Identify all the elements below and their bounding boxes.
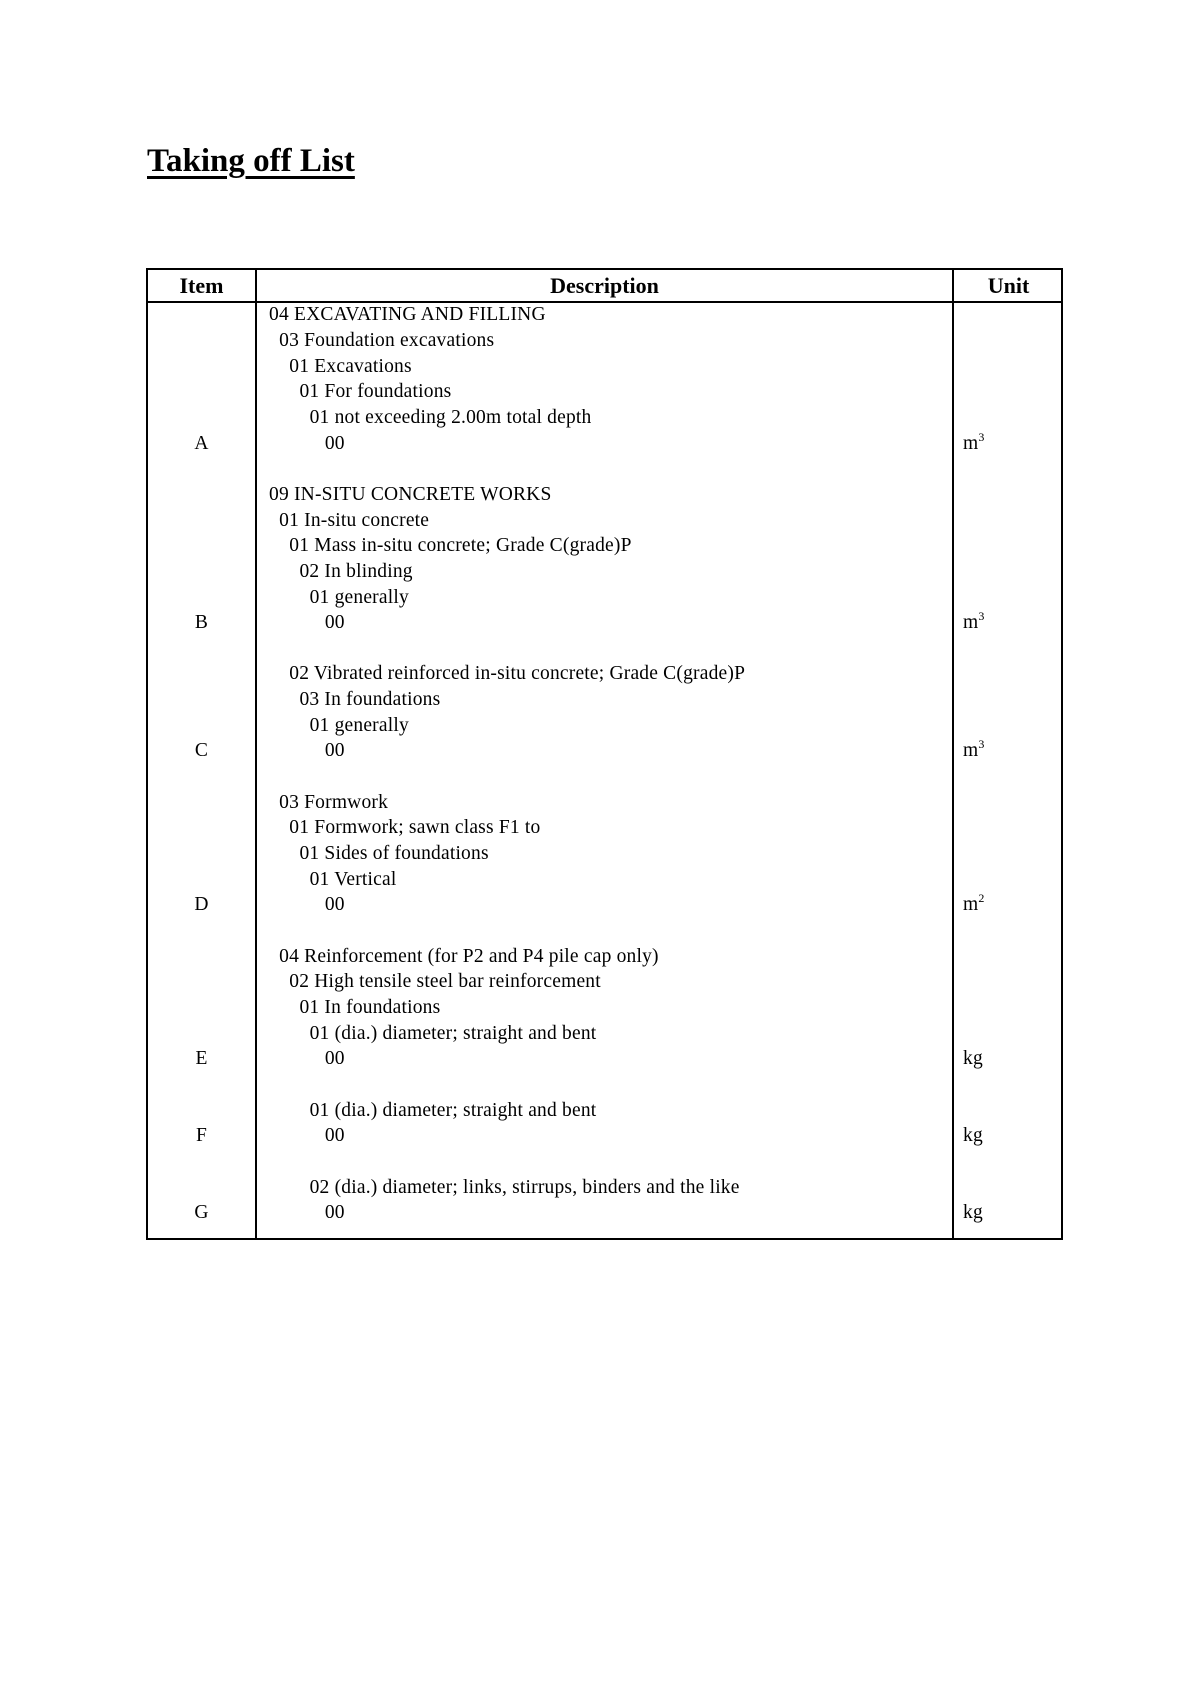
description-line: 00: [269, 1048, 345, 1069]
unit-exponent: 3: [978, 430, 985, 444]
unit-value: [963, 893, 985, 917]
unit-base: m: [963, 894, 979, 915]
unit-exponent: 2: [978, 891, 985, 905]
unit-exponent: 3: [978, 609, 985, 623]
description-line: 04 Reinforcement (for P2 and P4 pile cap only): [269, 946, 659, 967]
description-line: 00: [269, 1202, 345, 1223]
description-line: 01 Excavations: [269, 356, 412, 377]
item-letter: F: [195, 1125, 208, 1146]
description-line: 02 In blinding: [269, 561, 413, 582]
unit-value: [963, 432, 985, 456]
description-line: 01 Mass in-situ concrete; Grade C(grade)P: [269, 535, 632, 556]
description-line: 01 generally: [269, 587, 409, 608]
description-line: 01 In-situ concrete: [269, 510, 430, 531]
description-line: 01 Vertical: [269, 869, 397, 890]
taking-off-table: [146, 268, 1063, 1240]
unit-value: [963, 1201, 983, 1225]
description-line: 01 (dia.) diameter; straight and bent: [269, 1100, 597, 1121]
description-line: 00: [269, 433, 345, 454]
unit-value: [963, 1047, 983, 1071]
column-divider: [255, 270, 257, 1238]
description-line: 01 not exceeding 2.00m total depth: [269, 407, 592, 428]
description-line: 01 For foundations: [269, 381, 452, 402]
column-header-description: Description: [550, 273, 659, 298]
description-line: 01 generally: [269, 715, 409, 736]
description-line: 01 (dia.) diameter; straight and bent: [269, 1023, 597, 1044]
description-line: 01 Formwork; sawn class F1 to: [269, 817, 541, 838]
unit-base: m: [963, 612, 979, 633]
description-line: 03 Foundation excavations: [269, 330, 495, 351]
column-header-unit: Unit: [987, 273, 1030, 298]
description-line: 04 EXCAVATING AND FILLING: [269, 304, 546, 325]
description-line: 01 Sides of foundations: [269, 843, 489, 864]
item-letter: C: [194, 740, 209, 761]
unit-base: kg: [963, 1048, 983, 1069]
unit-base: m: [963, 740, 979, 761]
unit-base: m: [963, 433, 979, 454]
description-line: 02 (dia.) diameter; links, stirrups, binders and the like: [269, 1177, 740, 1198]
description-line: 02 High tensile steel bar reinforcement: [269, 971, 601, 992]
page-title: Taking off List: [147, 143, 355, 179]
description-line: 01 In foundations: [269, 997, 441, 1018]
description-line: 00: [269, 612, 345, 633]
item-letter: D: [194, 894, 209, 915]
description-line: 00: [269, 740, 345, 761]
unit-exponent: 3: [978, 737, 985, 751]
column-header-item: Item: [179, 273, 224, 298]
unit-value: [963, 739, 985, 763]
unit-value: [963, 1124, 983, 1148]
unit-value: [963, 611, 985, 635]
description-line: 09 IN-SITU CONCRETE WORKS: [269, 484, 552, 505]
column-divider: [952, 270, 954, 1238]
item-letter: G: [194, 1202, 209, 1223]
unit-base: kg: [963, 1202, 983, 1223]
description-line: 02 Vibrated reinforced in-situ concrete; Grade C(grade)P: [269, 663, 746, 684]
unit-base: kg: [963, 1125, 983, 1146]
item-letter: E: [195, 1048, 208, 1069]
description-line: 00: [269, 1125, 345, 1146]
item-letter: A: [194, 433, 209, 454]
description-line: 03 Formwork: [269, 792, 389, 813]
item-letter: B: [194, 612, 209, 633]
description-line: 00: [269, 894, 345, 915]
description-line: 03 In foundations: [269, 689, 441, 710]
